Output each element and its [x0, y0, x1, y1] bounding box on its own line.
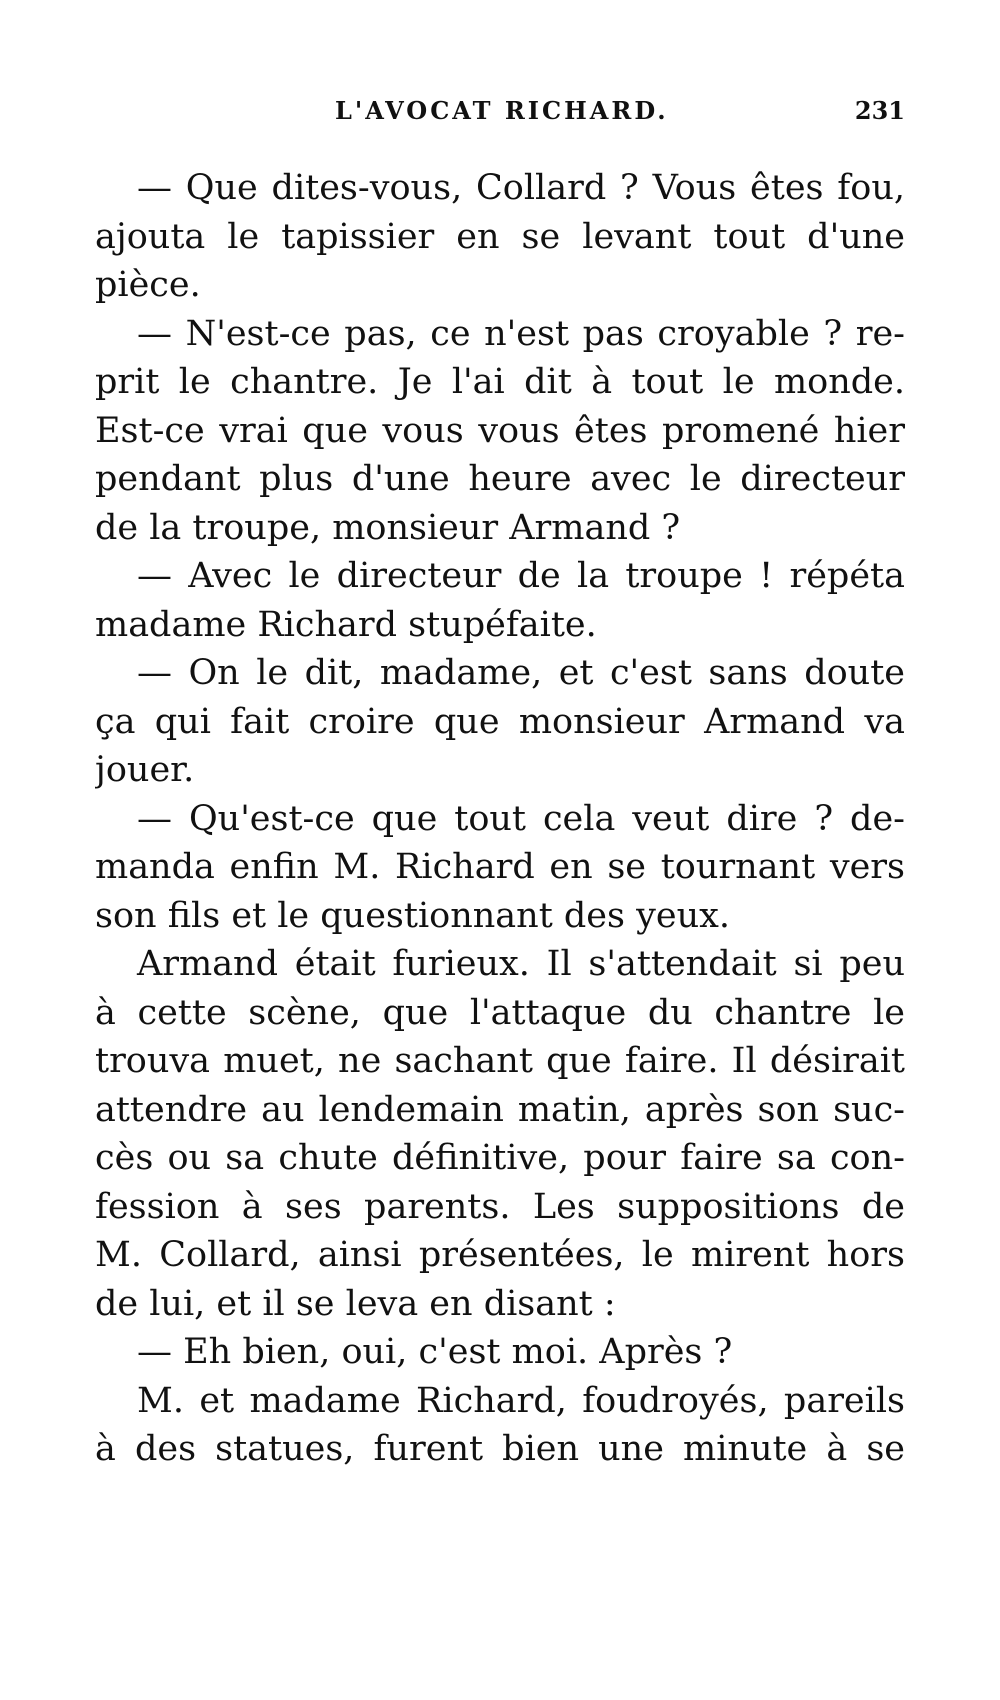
text-line: cès ou sa chute définitive, pour faire sa con-: [95, 1138, 905, 1178]
text-line: son fils et le questionnant des yeux.: [95, 895, 730, 936]
text-line: fession à ses parents. Les suppositions de: [95, 1186, 905, 1227]
body-text: [95, 164, 905, 1474]
text-line: trouva muet, ne sachant que faire. Il désirait: [95, 1041, 905, 1081]
text-line: manda enfin M. Richard en se tournant vers: [95, 847, 905, 887]
text-line: jouer.: [95, 750, 195, 790]
page-header: [95, 96, 905, 136]
text-line: à cette scène, que l'attaque du chantre le: [95, 992, 905, 1033]
text-line: M. Collard, ainsi présentées, le mirent hors: [95, 1235, 905, 1275]
text-line: pièce.: [95, 265, 201, 305]
text-line: — On le dit, madame, et c'est sans doute: [137, 653, 905, 693]
text-line: de la troupe, monsieur Armand ?: [95, 507, 681, 548]
text-line: M. et madame Richard, foudroyés, pareils: [137, 1380, 905, 1421]
text-line: — N'est-ce pas, ce n'est pas croyable ? re-: [137, 313, 905, 354]
running-title: L'AVOCAT RICHARD.: [335, 96, 669, 125]
text-line: madame Richard stupéfaite.: [95, 604, 597, 645]
text-line: — Eh bien, oui, c'est moi. Après ?: [137, 1332, 733, 1372]
text-line: Est-ce vrai que vous vous êtes promené hier: [95, 410, 905, 451]
text-line: de lui, et il se leva en disant :: [95, 1283, 616, 1324]
text-line: prit le chantre. Je l'ai dit à tout le monde.: [95, 362, 905, 402]
text-line: ça qui fait croire que monsieur Armand va: [95, 701, 905, 742]
text-line: attendre au lendemain matin, après son suc-: [95, 1089, 905, 1130]
text-line: à des statues, furent bien une minute à se: [95, 1429, 905, 1469]
text-line: — Qu'est-ce que tout cela veut dire ? de-: [137, 798, 905, 839]
text-line: Armand était furieux. Il s'attendait si peu: [137, 944, 905, 984]
text-line: pendant plus d'une heure avec le directeur: [95, 459, 905, 499]
text-line: — Que dites-vous, Collard ? Vous êtes fou,: [137, 168, 905, 208]
text-line: — Avec le directeur de la troupe ! répéta: [137, 556, 905, 596]
text-line: ajouta le tapissier en se levant tout d'une: [95, 216, 905, 257]
page-number: 231: [854, 96, 905, 125]
